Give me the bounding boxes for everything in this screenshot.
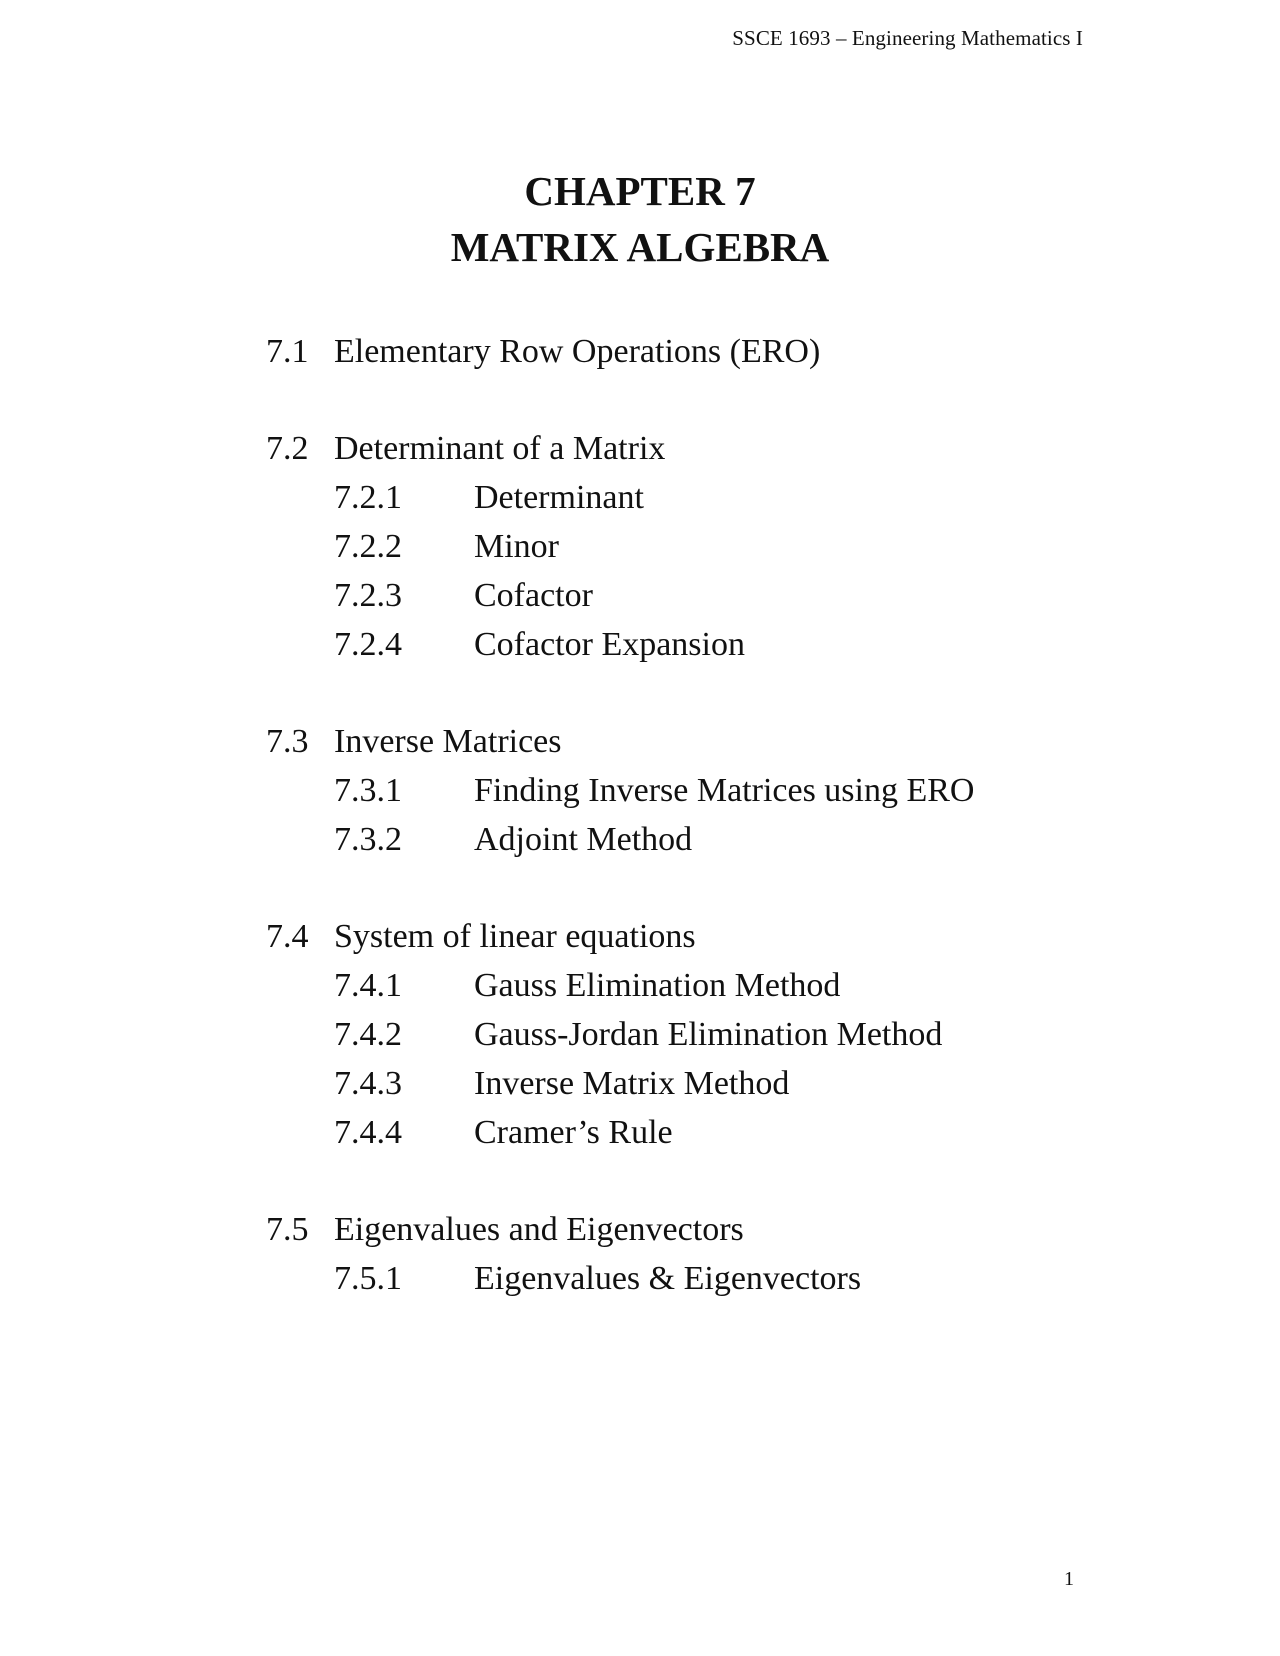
subsection-title: Gauss Elimination Method — [474, 967, 841, 1004]
section-number: 7.4 — [266, 918, 309, 955]
subsection-title: Determinant — [474, 479, 644, 516]
subsection-number: 7.2.3 — [334, 577, 402, 614]
chapter-title: MATRIX ALGEBRA — [450, 224, 830, 270]
subsection-title: Minor — [474, 528, 559, 565]
subsection-title: Cramer’s Rule — [474, 1114, 673, 1151]
section-number: 7.2 — [266, 430, 309, 467]
subsection-number: 7.3.2 — [334, 821, 402, 858]
section-title: Inverse Matrices — [334, 723, 562, 760]
subsection-number: 7.2.2 — [334, 528, 402, 565]
chapter-heading — [0, 163, 1280, 275]
subsection-number: 7.4.4 — [334, 1114, 402, 1151]
section-number: 7.1 — [266, 333, 309, 370]
section-number: 7.3 — [266, 723, 309, 760]
subsection-title: Eigenvalues & Eigenvectors — [474, 1260, 862, 1297]
section-title: Elementary Row Operations (ERO) — [334, 333, 821, 370]
section-title: Determinant of a Matrix — [334, 430, 666, 467]
page-number: 1 — [1064, 1568, 1074, 1590]
subsection-title: Cofactor — [474, 577, 593, 614]
subsection-number: 7.4.1 — [334, 967, 402, 1004]
subsection-title: Gauss-Jordan Elimination Method — [474, 1016, 943, 1053]
subsection-number: 7.4.3 — [334, 1065, 402, 1102]
section-number: 7.5 — [266, 1211, 309, 1248]
subsection-number: 7.3.1 — [334, 772, 402, 809]
subsection-title: Cofactor Expansion — [474, 626, 745, 663]
chapter-number: CHAPTER 7 — [524, 168, 756, 214]
subsection-title: Finding Inverse Matrices using ERO — [474, 772, 975, 809]
subsection-number: 7.5.1 — [334, 1260, 402, 1297]
section-title: System of linear equations — [334, 918, 696, 955]
subsection-number: 7.2.4 — [334, 626, 402, 663]
section-title: Eigenvalues and Eigenvectors — [334, 1211, 744, 1248]
subsection-title: Inverse Matrix Method — [474, 1065, 790, 1102]
running-header: SSCE 1693 – Engineering Mathematics I — [732, 26, 1083, 50]
subsection-title: Adjoint Method — [474, 821, 693, 858]
subsection-number: 7.4.2 — [334, 1016, 402, 1053]
subsection-number: 7.2.1 — [334, 479, 402, 516]
